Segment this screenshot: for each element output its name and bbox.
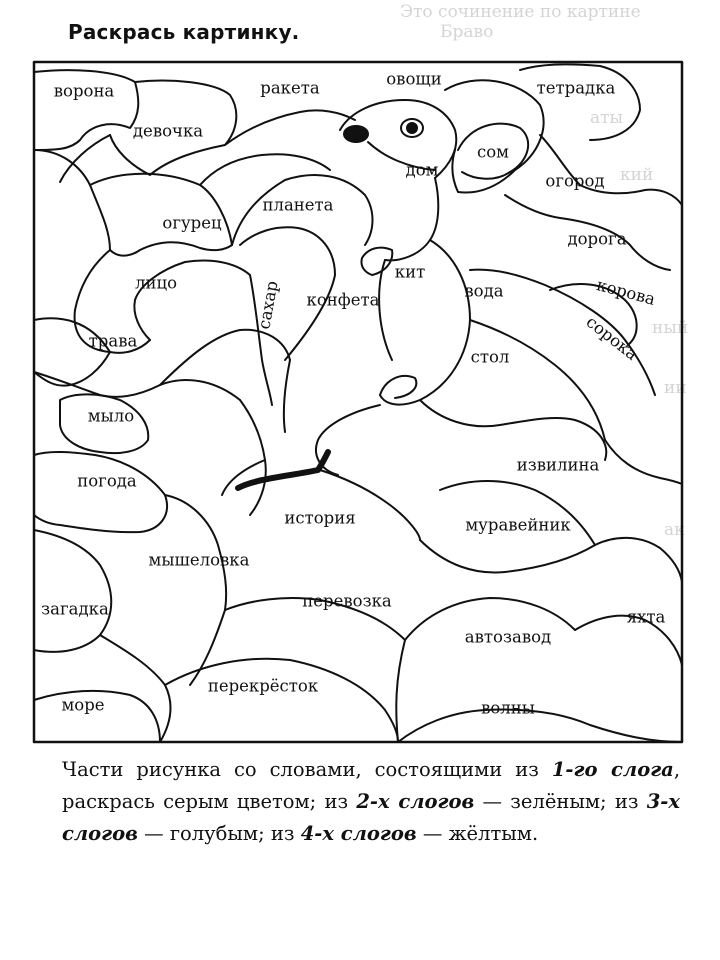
region-word: трава xyxy=(88,331,138,351)
show-through-text: Браво xyxy=(440,22,494,42)
region-word: погода xyxy=(77,471,137,491)
instructions-emphasis: 2-х слогов xyxy=(356,790,475,813)
region-word: девочка xyxy=(132,121,204,141)
region-word: ворона xyxy=(53,81,115,101)
leaf-outline xyxy=(34,452,167,532)
instructions-emphasis: 3-х слогов xyxy=(62,790,680,845)
region-word: конфета xyxy=(306,290,380,310)
region-word: перекрёсток xyxy=(207,676,319,696)
region-word: дом xyxy=(405,160,439,180)
region-outline xyxy=(595,538,682,582)
region-word: сорока xyxy=(582,312,642,364)
leaf-outline xyxy=(160,330,290,385)
region-word: море xyxy=(61,695,105,715)
region-word: извилина xyxy=(516,455,600,475)
mouse-paw xyxy=(361,248,392,275)
region-word: огурец xyxy=(162,213,222,233)
instructions-emphasis: 1-го слога xyxy=(551,758,674,781)
region-word: яхта xyxy=(626,607,666,627)
region-outline xyxy=(398,710,682,742)
instructions-text: — жёлтым. xyxy=(416,822,539,845)
region-word: планета xyxy=(262,195,334,215)
instructions-text: — голубым; из xyxy=(137,822,301,845)
mouse-ear-outline xyxy=(445,80,544,192)
show-through-text: ии xyxy=(664,378,687,398)
stem-outline xyxy=(222,460,265,495)
region-outline xyxy=(440,481,595,545)
region-word: сахар xyxy=(254,279,282,331)
region-word: перевозка xyxy=(302,591,392,611)
region-outline xyxy=(540,135,682,205)
region-word: мыло xyxy=(87,406,135,426)
region-outline xyxy=(396,640,405,742)
show-through-text: ак xyxy=(664,520,685,540)
instructions-paragraph xyxy=(62,754,680,850)
mouse-body-outline xyxy=(379,260,392,360)
region-word: история xyxy=(284,508,356,528)
region-word: лицо xyxy=(134,273,178,293)
region-word: кит xyxy=(394,262,426,282)
region-outline xyxy=(420,540,595,573)
region-word: тетрадка xyxy=(536,78,616,98)
mouse-nose xyxy=(344,126,368,142)
region-word: овощи xyxy=(386,69,442,89)
mouse-pupil xyxy=(407,123,417,133)
region-word: волны xyxy=(481,698,535,718)
region-word: автозавод xyxy=(464,627,552,647)
region-outline xyxy=(34,530,111,652)
show-through-text: ный xyxy=(652,318,689,338)
region-outline xyxy=(100,635,170,742)
region-word: сом xyxy=(476,142,510,162)
page-title: Раскрась картинку. xyxy=(68,20,300,44)
tail-mark xyxy=(238,452,328,488)
instructions-emphasis: 4-х слогов xyxy=(300,822,417,845)
instructions-text: — зелёным; из xyxy=(474,790,647,813)
instructions-text: , раскрась серым цветом; из xyxy=(62,758,681,813)
show-through-text: аты xyxy=(590,108,624,128)
region-word: мышеловка xyxy=(148,550,250,570)
leaf-outline xyxy=(225,110,355,145)
leaf-outline xyxy=(134,261,250,340)
region-word: муравейник xyxy=(465,515,571,535)
stem-outline xyxy=(284,360,290,432)
region-outline xyxy=(320,470,420,540)
region-word: корова xyxy=(594,275,658,309)
mouse-foot xyxy=(380,376,416,398)
region-outline xyxy=(190,610,225,685)
mouse-body-outline xyxy=(385,178,438,260)
leaf-outline xyxy=(200,154,330,185)
region-word: ракета xyxy=(260,78,320,98)
mouse-tail xyxy=(316,405,380,475)
instructions-text: Части рисунка со словами, состоящими из xyxy=(62,758,552,781)
region-word: вода xyxy=(464,281,504,301)
region-word: дорога xyxy=(567,229,627,249)
region-word: стол xyxy=(470,347,510,367)
region-word: загадка xyxy=(41,599,109,619)
stem-outline xyxy=(240,400,266,515)
region-word: огород xyxy=(545,171,605,191)
mouse-tail xyxy=(420,400,606,460)
region-outline xyxy=(470,320,605,440)
region-outline xyxy=(605,440,682,484)
show-through-text: Это сочинение по картине xyxy=(400,2,641,22)
show-through-text: кий xyxy=(620,165,654,185)
